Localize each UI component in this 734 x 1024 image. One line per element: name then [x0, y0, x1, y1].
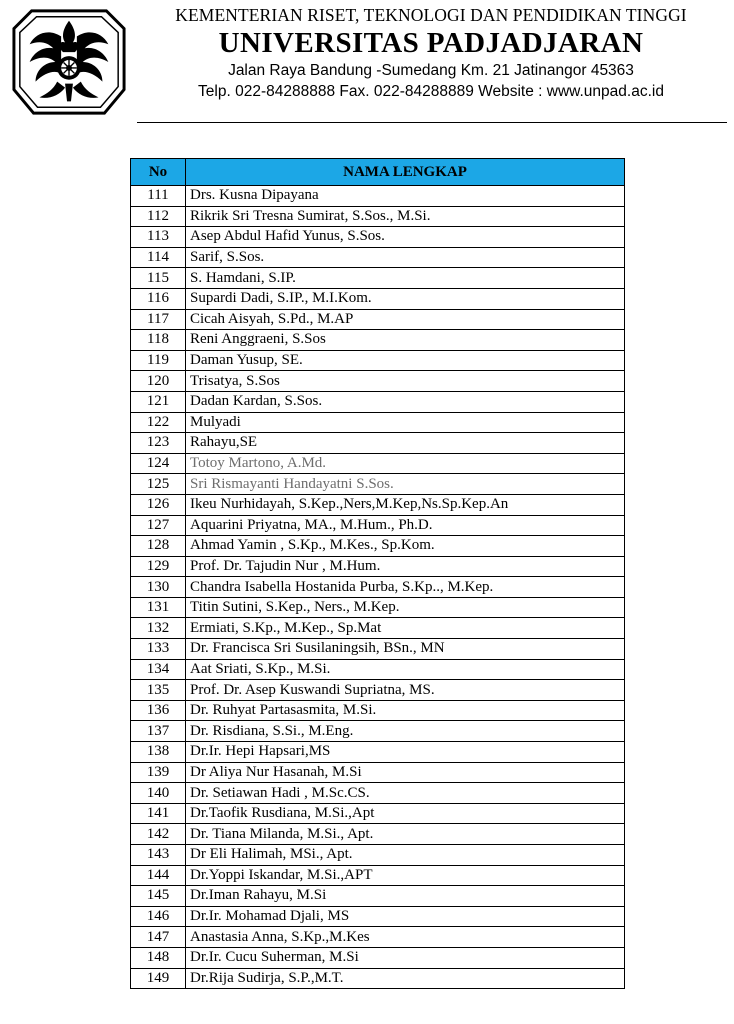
table-row	[131, 700, 625, 721]
row-number: 111	[131, 186, 186, 207]
table-row	[131, 680, 625, 701]
row-number: 123	[131, 433, 186, 454]
full-name: Prof. Dr. Asep Kuswandi Supriatna, MS.	[186, 680, 625, 701]
row-number: 117	[131, 309, 186, 330]
table-header-row	[131, 159, 625, 186]
full-name: Dr.Yoppi Iskandar, M.Si.,APT	[186, 865, 625, 886]
table-row	[131, 330, 625, 351]
table-row	[131, 494, 625, 515]
full-name: Dr. Francisca Sri Susilaningsih, BSn., MN	[186, 639, 625, 660]
table-row	[131, 845, 625, 866]
row-number: 126	[131, 494, 186, 515]
column-header-full-name: NAMA LENGKAP	[186, 159, 625, 186]
row-number: 129	[131, 556, 186, 577]
table-row	[131, 453, 625, 474]
row-number: 112	[131, 206, 186, 227]
full-name: Dr.Ir. Cucu Suherman, M.Si	[186, 947, 625, 968]
table-row	[131, 288, 625, 309]
table-row	[131, 947, 625, 968]
table-row	[131, 597, 625, 618]
university-contact: Telp. 022-84288888 Fax. 022-84288889 Website : www.unpad.ac.id	[198, 83, 664, 100]
row-number: 137	[131, 721, 186, 742]
full-name: Daman Yusup, SE.	[186, 350, 625, 371]
row-number: 116	[131, 288, 186, 309]
full-name: Dr Aliya Nur Hasanah, M.Si	[186, 762, 625, 783]
table-row	[131, 927, 625, 948]
table-row	[131, 742, 625, 763]
row-number: 118	[131, 330, 186, 351]
row-number: 141	[131, 803, 186, 824]
table-row	[131, 515, 625, 536]
full-name: Dr. Setiawan Hadi , M.Sc.CS.	[186, 783, 625, 804]
table-row	[131, 206, 625, 227]
table-row	[131, 906, 625, 927]
table-row	[131, 556, 625, 577]
full-name: Dr Eli Halimah, MSi., Apt.	[186, 845, 625, 866]
row-number: 143	[131, 845, 186, 866]
row-number: 115	[131, 268, 186, 289]
row-number: 147	[131, 927, 186, 948]
full-name: Dr.Taofik Rusdiana, M.Si.,Apt	[186, 803, 625, 824]
row-number: 134	[131, 659, 186, 680]
table-row	[131, 783, 625, 804]
table-row	[131, 824, 625, 845]
table-row	[131, 659, 625, 680]
row-number: 114	[131, 247, 186, 268]
row-number: 127	[131, 515, 186, 536]
table-row	[131, 536, 625, 557]
row-number: 130	[131, 577, 186, 598]
full-name: Dr.Ir. Mohamad Djali, MS	[186, 906, 625, 927]
full-name: Sarif, S.Sos.	[186, 247, 625, 268]
full-name: Dr. Ruhyat Partasasmita, M.Si.	[186, 700, 625, 721]
full-name: Ermiati, S.Kp., M.Kep., Sp.Mat	[186, 618, 625, 639]
row-number: 146	[131, 906, 186, 927]
university-address: Jalan Raya Bandung -Sumedang Km. 21 Jatinangor 45363	[228, 62, 634, 79]
full-name: Ahmad Yamin , S.Kp., M.Kes., Sp.Kom.	[186, 536, 625, 557]
row-number: 119	[131, 350, 186, 371]
full-name: Chandra Isabella Hostanida Purba, S.Kp.., M.Kep.	[186, 577, 625, 598]
table-row	[131, 865, 625, 886]
full-name: Aat Sriati, S.Kp., M.Si.	[186, 659, 625, 680]
table-row	[131, 412, 625, 433]
row-number: 142	[131, 824, 186, 845]
table-row	[131, 886, 625, 907]
table-row	[131, 391, 625, 412]
unpad-crest-icon	[10, 6, 128, 118]
table-row	[131, 803, 625, 824]
full-name: Dr.Ir. Hepi Hapsari,MS	[186, 742, 625, 763]
full-name: Supardi Dadi, S.IP., M.I.Kom.	[186, 288, 625, 309]
row-number: 124	[131, 453, 186, 474]
table-row	[131, 639, 625, 660]
row-number: 132	[131, 618, 186, 639]
full-name: Rahayu,SE	[186, 433, 625, 454]
university-name: UNIVERSITAS PADJADJARAN	[218, 27, 644, 59]
row-number: 125	[131, 474, 186, 495]
row-number: 131	[131, 597, 186, 618]
full-name: Prof. Dr. Tajudin Nur , M.Hum.	[186, 556, 625, 577]
full-name: Sri Rismayanti Handayatni S.Sos.	[186, 474, 625, 495]
full-name: Trisatya, S.Sos	[186, 371, 625, 392]
full-name: Drs. Kusna Dipayana	[186, 186, 625, 207]
full-name: Dr.Iman Rahayu, M.Si	[186, 886, 625, 907]
table-row	[131, 186, 625, 207]
table-row	[131, 577, 625, 598]
table-row	[131, 350, 625, 371]
table-row	[131, 433, 625, 454]
table-row	[131, 309, 625, 330]
letterhead-divider	[137, 122, 727, 123]
full-name: Dadan Kardan, S.Sos.	[186, 391, 625, 412]
full-name: Cicah Aisyah, S.Pd., M.AP	[186, 309, 625, 330]
full-name: Asep Abdul Hafid Yunus, S.Sos.	[186, 227, 625, 248]
full-name: S. Hamdani, S.IP.	[186, 268, 625, 289]
full-name: Dr. Risdiana, S.Si., M.Eng.	[186, 721, 625, 742]
table-row	[131, 268, 625, 289]
row-number: 140	[131, 783, 186, 804]
row-number: 149	[131, 968, 186, 989]
column-header-no: No	[131, 159, 186, 186]
row-number: 120	[131, 371, 186, 392]
full-name: Titin Sutini, S.Kep., Ners., M.Kep.	[186, 597, 625, 618]
full-name: Ikeu Nurhidayah, S.Kep.,Ners,M.Kep,Ns.Sp.Kep.An	[186, 494, 625, 515]
row-number: 135	[131, 680, 186, 701]
table-row	[131, 618, 625, 639]
row-number: 121	[131, 391, 186, 412]
row-number: 122	[131, 412, 186, 433]
row-number: 138	[131, 742, 186, 763]
table-row	[131, 227, 625, 248]
table-row	[131, 474, 625, 495]
full-name: Reni Anggraeni, S.Sos	[186, 330, 625, 351]
full-name: Totoy Martono, A.Md.	[186, 453, 625, 474]
full-name: Anastasia Anna, S.Kp.,M.Kes	[186, 927, 625, 948]
table-row	[131, 371, 625, 392]
name-list-table	[130, 158, 625, 989]
full-name: Aquarini Priyatna, MA., M.Hum., Ph.D.	[186, 515, 625, 536]
table-body	[131, 186, 625, 989]
row-number: 113	[131, 227, 186, 248]
ministry-name: KEMENTERIAN RISET, TEKNOLOGI DAN PENDIDIKAN TINGGI	[175, 5, 687, 25]
table-row	[131, 968, 625, 989]
letterhead-text	[128, 4, 734, 102]
row-number: 128	[131, 536, 186, 557]
row-number: 148	[131, 947, 186, 968]
row-number: 133	[131, 639, 186, 660]
table-row	[131, 721, 625, 742]
row-number: 145	[131, 886, 186, 907]
letterhead	[0, 0, 734, 126]
full-name: Dr.Rija Sudirja, S.P.,M.T.	[186, 968, 625, 989]
full-name: Mulyadi	[186, 412, 625, 433]
table-row	[131, 762, 625, 783]
row-number: 136	[131, 700, 186, 721]
full-name: Dr. Tiana Milanda, M.Si., Apt.	[186, 824, 625, 845]
table-row	[131, 247, 625, 268]
full-name: Rikrik Sri Tresna Sumirat, S.Sos., M.Si.	[186, 206, 625, 227]
row-number: 144	[131, 865, 186, 886]
row-number: 139	[131, 762, 186, 783]
